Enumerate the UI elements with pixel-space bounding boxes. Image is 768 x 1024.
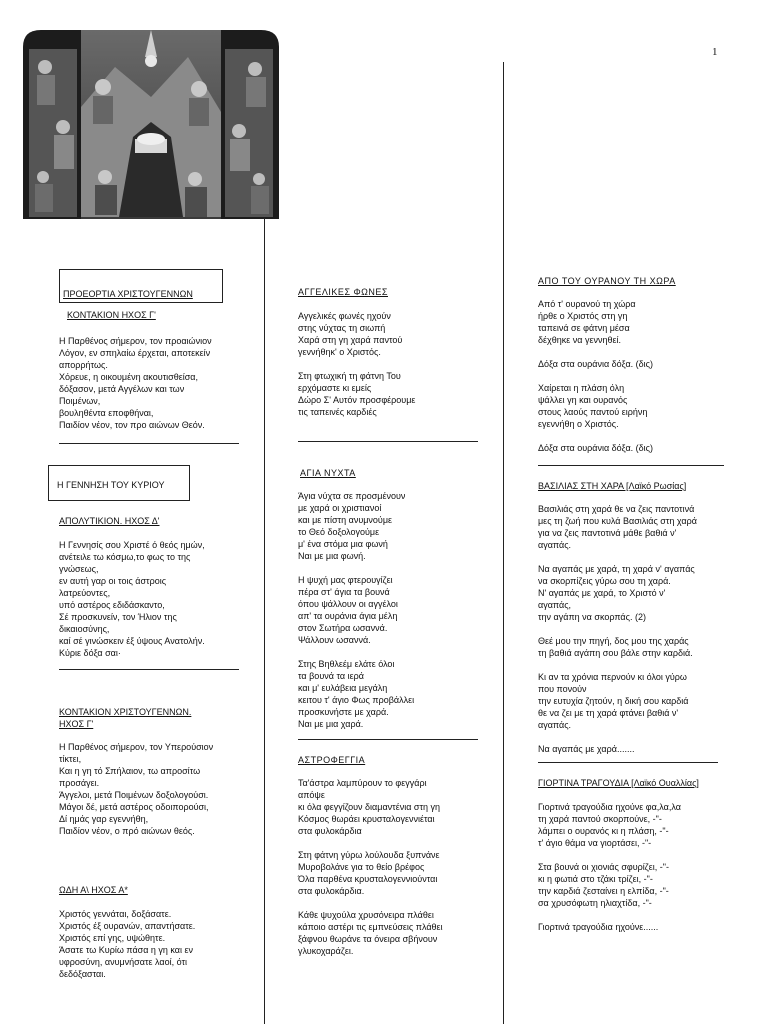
text-line: τις ταπεινές καρδιές: [298, 407, 377, 417]
text-line: στους λαούς παντού ειρήνη: [538, 407, 648, 417]
text-line: για να ζεις παντοτινά μάθε βαθιά ν': [538, 528, 677, 538]
divider: [538, 465, 724, 466]
text-line: Άγια νύχτα σε προσμένουν: [298, 491, 406, 501]
text-line: γνώσεως,: [59, 564, 99, 574]
stanza: [538, 382, 738, 430]
text-line: Δόξα στα ουράνια δόξα. (δις): [538, 359, 653, 369]
text-line: τίκτει,: [59, 754, 82, 764]
text-line: βουληθέντα εποφθήναι,: [59, 408, 154, 418]
text-line: Κύριε δόξα σαι·: [59, 648, 121, 658]
stanza: [538, 358, 738, 370]
text-line: Ποιμένων,: [59, 396, 101, 406]
text-line: Όλα παρθένα κρυσταλογεννιούνται: [298, 874, 438, 884]
stanza: [538, 503, 748, 551]
text-line: αγαπάς.: [538, 720, 572, 730]
stanza: [298, 849, 498, 897]
giortina-text: [538, 801, 748, 945]
text-line: εγεννήθη ο Χριστός.: [538, 419, 619, 429]
astrofeggia-text: [298, 777, 498, 969]
text-line: λατρεύοντες,: [59, 588, 111, 598]
text-line: Ναι με μια χαρά.: [298, 719, 364, 729]
text-line: Σέ προσκυνείν, τον Ήλιον της: [59, 612, 177, 622]
column-divider-right: [503, 62, 504, 1024]
stanza: [298, 310, 498, 358]
text-line: Χριστός έξ ουρανών, απαντήσατε.: [59, 921, 196, 931]
text-line: κειτου τ' άγιο Φως προβάλλει: [298, 695, 415, 705]
agia-nyxta-text: [298, 490, 498, 742]
text-line: τη χαρά παντού σκορπούνε, -"-: [538, 814, 662, 824]
text-line: Γιορτινά τραγούδια ηχούνε......: [538, 922, 659, 932]
text-line: Μυροβολάνε για το θείο βρέφος: [298, 862, 425, 872]
text-line: στης νύχτας τη σιωπή: [298, 323, 386, 333]
text-line: προσκυνήστε με χαρά.: [298, 707, 389, 717]
text-line: ήρθε ο Χριστός στη γη: [538, 311, 628, 321]
text-line: Χόρευε, η οικουμένη ακουτισθείσα,: [59, 372, 199, 382]
agia-nyxta-heading: ΑΓΙΑ ΝΥΧΤΑ: [300, 468, 356, 478]
text-line: Δώρο Σ' Αυτόν προσφέρουμε: [298, 395, 416, 405]
angelikes-text: [298, 310, 498, 430]
text-line: Χριστός επί γης, υψώθητε.: [59, 933, 166, 943]
text-line: Να αγαπάς με χαρά, τη χαρά ν' αγαπάς: [538, 564, 695, 574]
text-line: Η Παρθένος σήμερον, τον Υπερούσιον: [59, 742, 214, 752]
vasilias-text: [538, 503, 748, 767]
stanza: [298, 658, 498, 730]
text-line: υπό αστέρος εδιδάσκαντο,: [59, 600, 165, 610]
kontakion1-text: [59, 335, 259, 431]
text-line: αγαπάς.: [538, 540, 572, 550]
text-line: Ψάλλουν ωσαννά.: [298, 635, 371, 645]
text-line: Παιδίον νέον, ο πρό αιώνων θεός.: [59, 826, 195, 836]
divider: [59, 443, 239, 444]
giortina-heading: ΓΙΟΡΤΙΝΑ ΤΡΑΓΟΥΔΙΑ [Λαϊκό Ουαλλίας]: [538, 778, 699, 788]
text-line: και μ' ευλάβεια μεγάλη: [298, 683, 388, 693]
text-line: την ευτυχία ζητούν, η δική σου καρδιά: [538, 696, 689, 706]
text-line: δεδόξασται.: [59, 969, 106, 979]
stanza: [298, 777, 498, 837]
text-line: Από τ' ουρανού τη χώρα: [538, 299, 636, 309]
text-line: Δόξα στα ουράνια δόξα. (δις): [538, 443, 653, 453]
text-line: που πονούν: [538, 684, 587, 694]
apolytikion-text: [59, 539, 259, 659]
text-line: με χαρά οι χριστιανοί: [298, 503, 382, 513]
text-line: να σκορπίζεις γύρω σου τη χαρά.: [538, 576, 671, 586]
kontakion2-heading-line2: ΗΧΟΣ Γ': [59, 719, 94, 729]
text-line: ψάλλει γη και ουρανός: [538, 395, 628, 405]
text-line: Άσατε τω Κυρίω πάσα η γη και εν: [59, 945, 194, 955]
text-line: Κόσμος θωράει κρυσταλογεννιέται: [298, 814, 435, 824]
text-line: υφροσύνη, ανυμνήσατε λαοί, ότι: [59, 957, 188, 967]
kontakion1-heading: ΚΟΝΤΑΚΙΟΝ ΗΧΟΣ Γ': [67, 310, 156, 320]
divider: [298, 441, 478, 442]
text-line: όπου ψάλλουν οι αγγέλοι: [298, 599, 398, 609]
apo-ourano-text: [538, 298, 738, 466]
text-line: δόξασον, μετά Αγγέλων και των: [59, 384, 185, 394]
text-line: τη βαθιά αγάπη σου βάλε στην καρδιά.: [538, 648, 693, 658]
divider: [538, 762, 718, 763]
text-line: Αγγελικές φωνές ηχούν: [298, 311, 391, 321]
text-line: Παιδίον νέον, τον προ αιώνων Θεόν.: [59, 420, 205, 430]
kontakion2-text: [59, 741, 259, 837]
text-line: Και η γη τό Σπήλαιον, τω απροσίτω: [59, 766, 201, 776]
stanza: [538, 671, 748, 731]
text-line: Βασιλιάς στη χαρά θε να ζεις παντοτινά: [538, 504, 695, 514]
angelikes-heading: ΑΓΓΕΛΙΚΕΣ ΦΩΝΕΣ: [298, 287, 388, 297]
text-line: στα φυλοκάρδια: [298, 826, 362, 836]
stanza: [538, 743, 748, 755]
divider: [298, 739, 478, 740]
text-line: δέχθηκε να γεννηθεί.: [538, 335, 622, 345]
ode-heading: ΩΔΗ Α\ ΗΧΟΣ Α*: [59, 885, 128, 895]
kontakion2-heading-line1: ΚΟΝΤΑΚΙΟΝ ΧΡΙΣΤΟΥΓΕΝΝΩΝ.: [59, 707, 192, 717]
vasilias-heading: ΒΑΣΙΛΙΑΣ ΣΤΗ ΧΑΡΑ [Λαϊκό Ρωσίας]: [538, 481, 687, 491]
text-line: Στη φάτνη γύρω λούλουδα ξυπνάνε: [298, 850, 440, 860]
text-line: απ' τα ουράνια άγια μέλη: [298, 611, 398, 621]
column-divider-left: [264, 218, 265, 1024]
stanza: [538, 442, 738, 454]
text-line: στον Σωτήρα ωσαννά.: [298, 623, 388, 633]
stanza: [538, 563, 748, 623]
divider: [59, 669, 239, 670]
text-line: Η Γεννησίς σου Χριστέ ό θεός ημών,: [59, 540, 205, 550]
nativity-icon: [23, 27, 279, 219]
stanza: [538, 861, 748, 909]
text-line: γλυκοχαράζει.: [298, 946, 354, 956]
text-line: ξάφνου θωράνε τα όνειρα σβήνουν: [298, 934, 438, 944]
text-line: την αγάπη να σκορπάς. (2): [538, 612, 646, 622]
text-line: Δί ημάς γαρ εγεννήθη,: [59, 814, 149, 824]
text-line: Χαρά στη γη χαρά παντού: [298, 335, 403, 345]
text-line: Γιορτινά τραγούδια ηχούνε φα,λα,λα: [538, 802, 681, 812]
text-line: Στη φτωχική τη φάτνη Του: [298, 371, 401, 381]
text-line: προσάγει.: [59, 778, 100, 788]
text-line: καί σέ γινώσκειν έξ ύψους Ανατολήν.: [59, 636, 205, 646]
text-line: απόψε: [298, 790, 325, 800]
proeortia-title: ΠΡΟΕΟΡΤΙΑ ΧΡΙΣΤΟΥΓΕΝΝΩΝ: [63, 289, 193, 299]
text-line: Μάγοι δέ, μετά αστέρος οδοιπορούσι,: [59, 802, 209, 812]
text-line: δικαιοσύνης,: [59, 624, 110, 634]
text-line: τα βουνά τα ιερά: [298, 671, 364, 681]
text-line: Κι αν τα χρόνια περνούν κι όλοι γύρω: [538, 672, 687, 682]
text-line: Άγγελοι, μετά Ποιμένων δοξολογούσι.: [59, 790, 209, 800]
gennisi-title-box: [48, 465, 190, 501]
text-line: σα χρυσόφωτη ηλιαχτίδα, -"-: [538, 898, 652, 908]
text-line: Η Παρθένος σήμερον, τον προαιώνιον: [59, 336, 212, 346]
stanza: [538, 801, 748, 849]
text-line: απορρήτως.: [59, 360, 108, 370]
stanza: [298, 370, 498, 418]
text-line: το Θεό δοξολογούμε: [298, 527, 380, 537]
text-line: Στα βουνά οι χιονιάς σφυρίζει, -"-: [538, 862, 669, 872]
gennisi-title: Η ΓΕΝΝΗΣΗ ΤΟΥ ΚΥΡΙΟΥ: [57, 480, 165, 490]
text-line: Στης Βηθλεέμ ελάτε όλοι: [298, 659, 395, 669]
text-line: Λόγον, εν σπηλαίω έρχεται, αποτεκείν: [59, 348, 211, 358]
stanza: [538, 635, 748, 659]
text-line: ταπεινά σε φάτνη μέσα: [538, 323, 630, 333]
text-line: κι όλα φεγγίζουν διαμαντένια στη γη: [298, 802, 441, 812]
stanza: [298, 909, 498, 957]
stanza: [538, 298, 738, 346]
text-line: θε να ζει με τη χαρά φτάνει βαθιά ν': [538, 708, 679, 718]
text-line: Τα'άστρα λαμπύρουν το φεγγάρι: [298, 778, 427, 788]
stanza: [298, 490, 498, 562]
text-line: κάποιο αστέρι τις εμπνεύσεις πλάθει: [298, 922, 443, 932]
text-line: πέρα στ' άγια τα βουνά: [298, 587, 390, 597]
text-line: τ' άγιο θάμα να γιορτάσει, -"-: [538, 838, 652, 848]
text-line: γεννήθηκ' ο Χριστός.: [298, 347, 381, 357]
text-line: στα φυλοκάρδια.: [298, 886, 365, 896]
text-line: λάμπει ο ουρανός κι η πλάση, -"-: [538, 826, 669, 836]
apolytikion-heading: ΑΠΟΛΥΤΙΚΙΟΝ. ΗΧΟΣ Δ': [59, 516, 160, 526]
text-line: και με πίστη ανυμνούμε: [298, 515, 393, 525]
text-line: Η ψυχή μας φτερουγίζει: [298, 575, 393, 585]
text-line: Ν' αγαπάς με χαρά, το Χριστό ν': [538, 588, 666, 598]
proeortia-title-box: [59, 269, 223, 303]
apo-ourano-heading: ΑΠΟ ΤΟΥ ΟΥΡΑΝΟΥ ΤΗ ΧΩΡΑ: [538, 276, 676, 286]
text-line: ανέτειλε τω κόσμω,το φως το της: [59, 552, 191, 562]
text-line: εν αυτή γαρ οι τοις άστροις: [59, 576, 167, 586]
text-line: κι η φωτιά στο τζάκι τρίζει, -"-: [538, 874, 653, 884]
text-line: Κάθε ψυχούλα χρυσόνειρα πλάθει: [298, 910, 434, 920]
text-line: μες τη ζωή που κυλά Βασιλιάς στη χαρά: [538, 516, 697, 526]
text-line: Χαίρεται η πλάση όλη: [538, 383, 625, 393]
stanza: [538, 921, 748, 933]
ode-text: [59, 908, 259, 980]
text-line: μ' ένα στόμα μια φωνή: [298, 539, 388, 549]
stanza: [298, 574, 498, 646]
page-number: 1: [712, 46, 718, 58]
text-line: ερχόμαστε κι εμείς: [298, 383, 372, 393]
text-line: Χριστός γεννάται, δοξάσατε.: [59, 909, 172, 919]
text-line: την καρδιά ζεσταίνει η ελπίδα, -"-: [538, 886, 669, 896]
astrofeggia-heading: ΑΣΤΡΟΦΕΓΓΙΑ: [298, 755, 366, 765]
text-line: Να αγαπάς με χαρά.......: [538, 744, 635, 754]
text-line: Ναι με μια φωνή.: [298, 551, 366, 561]
text-line: Θεέ μου την πηγή, δος μου της χαράς: [538, 636, 689, 646]
text-line: αγαπάς,: [538, 600, 572, 610]
